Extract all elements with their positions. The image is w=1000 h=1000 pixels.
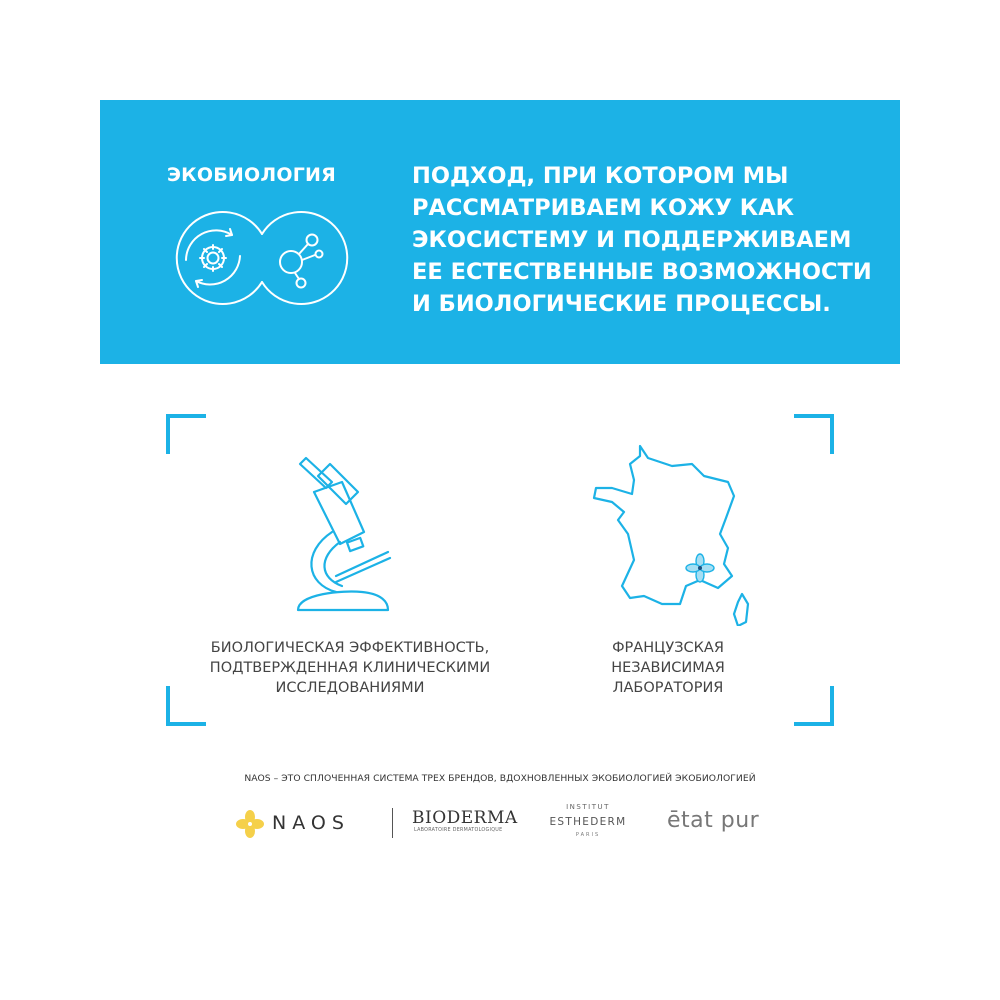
frame-corner-bottom-right [794, 686, 834, 726]
brand-logos [0, 800, 1000, 850]
naos-flower-logo-icon [236, 810, 264, 838]
frame-corner-top-right [794, 414, 834, 454]
naos-flower-marker [686, 554, 714, 582]
france-map-icon [588, 436, 756, 626]
ecobiology-infinity-icon [168, 208, 356, 308]
esthederm-logo-text: ESTHEDERM [549, 816, 627, 828]
esthederm-logo-bottom: PARIS [575, 832, 601, 838]
etat-pur-logo-text: ētat pur [667, 808, 760, 833]
naos-logo-text: NAOS [272, 812, 350, 834]
logo-divider [392, 808, 393, 838]
ecobiology-banner [100, 100, 900, 364]
bioderma-logo-subtitle: LABORATOIRE DERMATOLOGIQUE [414, 828, 503, 833]
feature-text-lab: ФРАНЦУЗСКАЯ НЕЗАВИСИМАЯ ЛАБОРАТОРИЯ [611, 640, 725, 696]
banner-title: ЭКОБИОЛОГИЯ [167, 164, 336, 186]
banner-description: ПОДХОД, ПРИ КОТОРОМ МЫ РАССМАТРИВАЕМ КОЖУ КАК ЭКОСИСТЕМУ И ПОДДЕРЖИВАЕМ ЕЕ ЕСТЕСТВЕННЫЕ ВОЗМОЖНОСТИ И БИОЛОГИЧЕСКИЕ ПРОЦЕССЫ. [412, 163, 872, 317]
esthederm-logo-top: INSTITUT [566, 803, 610, 811]
microscope-icon [292, 452, 402, 620]
bioderma-logo-text: BIODERMA [412, 808, 518, 828]
frame-corner-top-left [166, 414, 206, 454]
feature-text-efficacy: БИОЛОГИЧЕСКАЯ ЭФФЕКТИВНОСТЬ, ПОДТВЕРЖДЕННАЯ КЛИНИЧЕСКИМИ ИССЛЕДОВАНИЯМИ [209, 640, 491, 696]
footer-text: NAOS – ЭТО СПЛОЧЕННАЯ СИСТЕМА ТРЕХ БРЕНДОВ, ВДОХНОВЛЕННЫХ ЭКОБИОЛОГИЕЙ ЭКОБИОЛОГИЕЙ [244, 773, 756, 784]
